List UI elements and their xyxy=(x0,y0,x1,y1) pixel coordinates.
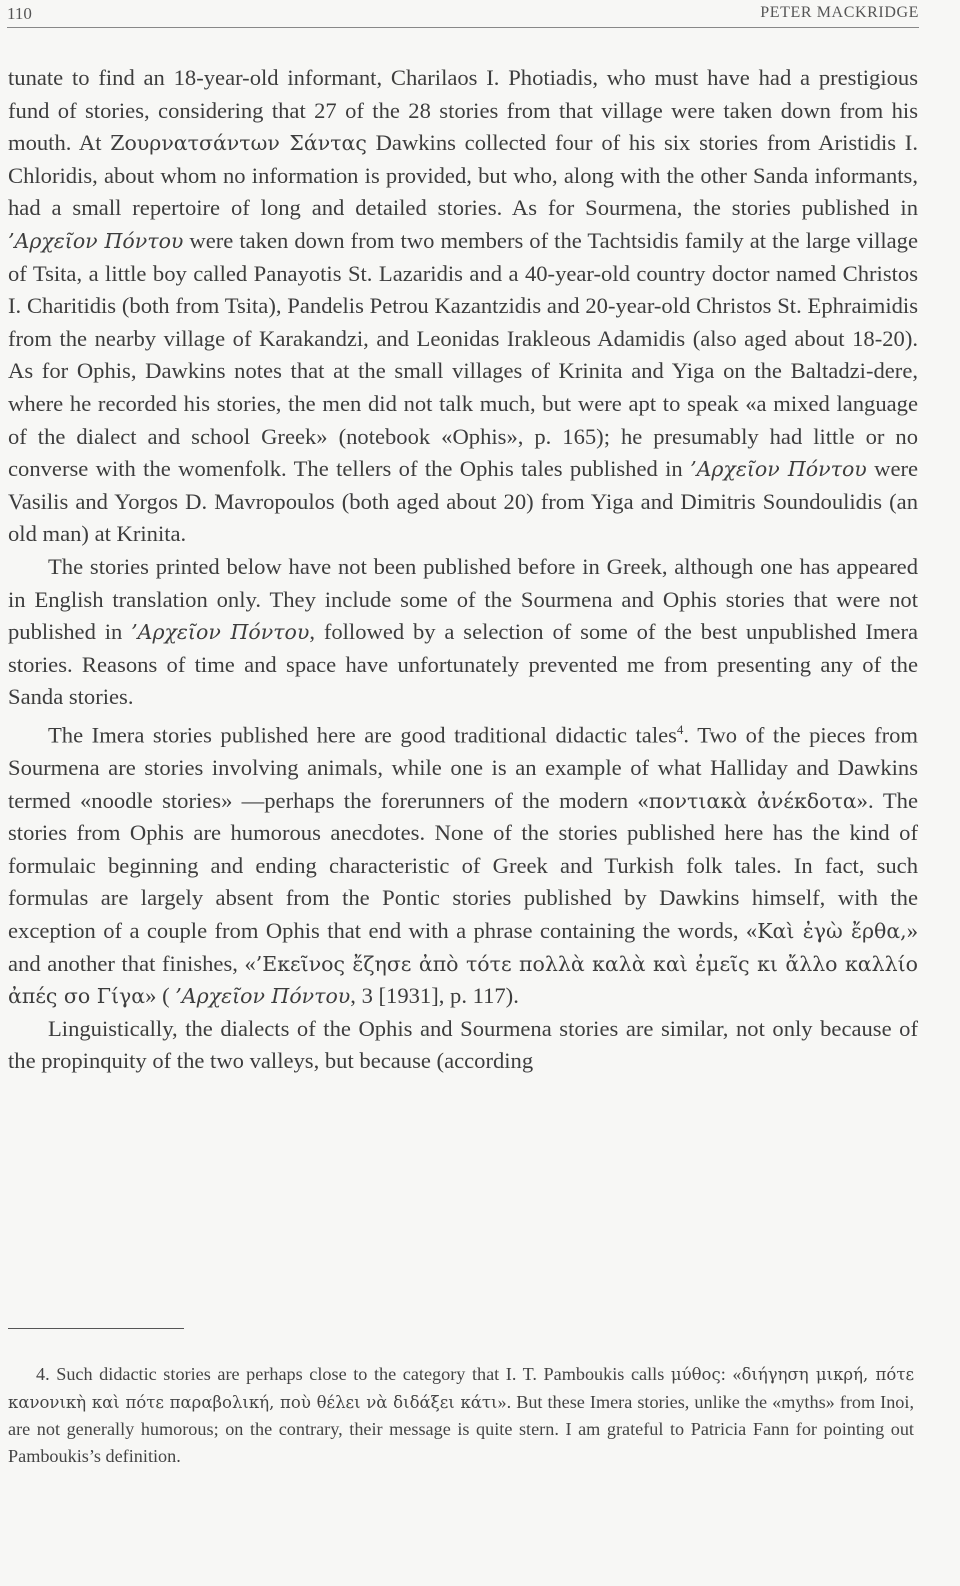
running-header xyxy=(7,2,919,28)
paragraph: The stories printed below have not been published before in Greek, although one has appeared in English translation only. They include some of the Sourmena and Ophis stories that were not published in ’Αρχεῖον Πόντου, followed by a selection of some of the best unpublished Imera stories. Reasons of time and space have unfortunately prevented me from presenting any of the Sanda stories. xyxy=(8,553,919,710)
page-number: 110 xyxy=(7,4,32,23)
footnote: 4. Such didactic stories are perhaps close to the category that I. T. Pamboukis calls μύθος: «διήγηση μικρή, πότε κανονικὴ καὶ πότε παραβολική, ποὺ θέλει νὰ διδάξει κάτι». But these Imera stories, unlike the «myths» from Inoi, are not generally humorous; on the contrary, their message is quite stern. I am grateful to Patricia Fann for pointing out Pamboukis’s definition. xyxy=(8,1364,915,1466)
footnote-reference[interactable]: 4 xyxy=(676,721,684,737)
body-text xyxy=(8,62,918,1078)
paragraph: tunate to find an 18-year-old informant, Charilaos I. Photiadis, who must have had a prestigious fund of stories, considering that 27 of the 28 stories from that village were taken down from his mouth. At Ζουρνατσάντων Σάντας Dawkins collected four of his six stories from Aristidis I. Chloridis, about whom no information is provided, but who, along with the other Sanda informants, had a small repertoire of long and detailed stories. As for Sourmena, the stories published in ’Αρχεῖον Πόντου were taken down from two members of the Tachtsidis family at the large village of Tsita, a little boy called Panayotis St. Lazaridis and a 40-year-old country doctor named Christos I. Charitidis (both from Tsita), Pandelis Petrou Kazantzidis and 20-year-old Christos St. Ephraimidis from the nearby village of Karakandzi, and Leonidas Irakleous Adamidis (also aged about 18-20). As for Ophis, Dawkins notes that at the small villages of Krinita and Yiga on the Baltadzi-dere, where he recorded his stories, the men did not talk much, but were apt to speak «a mixed language of the dialect and school Greek» (notebook «Ophis», p. 165); he presumably had little or no converse with the womenfolk. The tellers of the Ophis tales published in ’Αρχεῖον Πόντου were Vasilis and Yorgos D. Mavropoulos (both aged about 20) from Yiga and Dimitris Soundoulidis (an old man) at Krinita. xyxy=(8,65,919,547)
footnote-rule xyxy=(8,1328,184,1329)
running-head-author: PETER MACKRIDGE xyxy=(760,4,919,21)
paragraph: The Imera stories published here are good traditional didactic tales$^4$. Two of the pieces from Sourmena are stories involving animals, while one is an example of what Halliday and Dawkins termed «noodle stories» —perhaps the forerunners of the modern «ποντιακὰ ἀνέκδοτα». The stories from Ophis are humorous anecdotes. None of the stories published here has the kind of formulaic beginning and ending characteristic of Greek and Turkish folk tales. In fact, such formulas are largely absent from the Pontic stories published by Dawkins himself, with the exception of a couple from Ophis that end with a phrase containing the words, «Καὶ ἐγὼ ἔρθα,» and another that finishes, «’Εκεῖνος ἔζησε ἀπὸ τότε πολλὰ καλὰ καὶ ἐμεῖς κι ἄλλο καλλίο ἀπές σο Γίγα» ( ’Αρχεῖον Πόντου, 3 [1931], p. 117). xyxy=(8,721,918,1009)
header-rule xyxy=(7,27,919,28)
paragraph: Linguistically, the dialects of the Ophis and Sourmena stories are similar, not only because of the propinquity of the two valleys, but because (according xyxy=(8,1015,918,1074)
